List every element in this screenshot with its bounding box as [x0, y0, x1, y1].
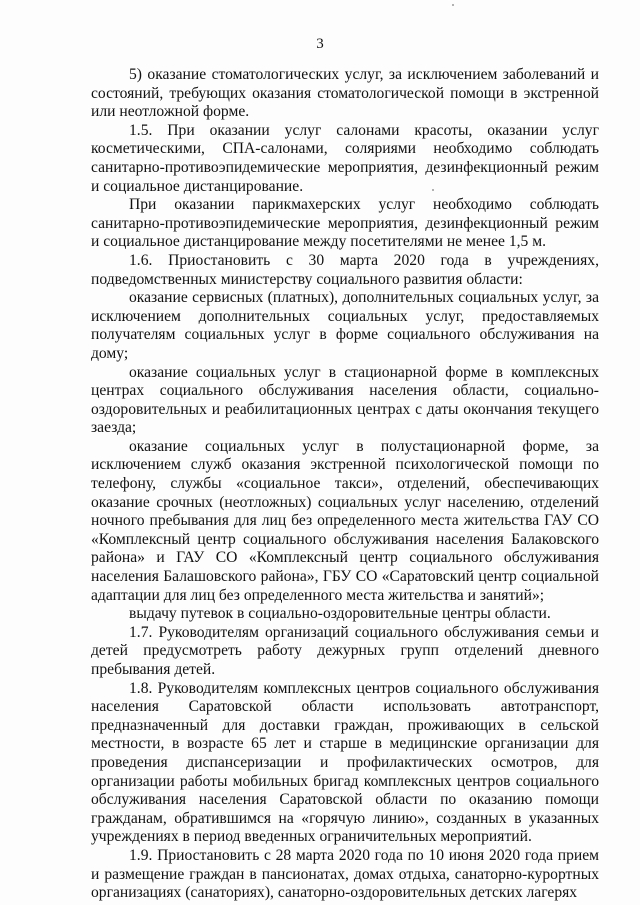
paragraph-1-5: 1.5. При оказании услуг салонами красоты, оказании услуг косметическими, СПА-салонами, соляриями необходимо соблюдать санитарно-противоэпидемические мероприятия, дезинфекционный режим и социальное дистанцирование.: [91, 121, 599, 195]
paragraph-vouchers: выдачу путевок в социально-оздоровительные центры области.: [129, 605, 551, 623]
paragraph-1-6: 1.6. Приостановить с 30 марта 2020 года в учреждениях, подведомственных министерству социального развития области:: [91, 251, 599, 288]
paragraph-1-7: 1.7. Руководителям организаций социального обслуживания семьи и детей предусмотреть работу дежурных групп отделений дневного пребывания детей.: [91, 623, 599, 678]
scan-speck: [432, 189, 434, 191]
paragraph-hairdressing: При оказании парикмахерских услуг необходимо соблюдать санитарно-противоэпидемические мероприятия, дезинфекционный режим и социальное дистанцирование между посетителями не менее 1,5 м.: [91, 196, 599, 251]
paragraph-item-5: 5) оказание стоматологических услуг, за исключением заболеваний и состояний, требующих оказания стоматологической помощи в экстренной или неотложной форме.: [91, 66, 599, 121]
page-number: 3: [316, 36, 324, 52]
paragraph-paid-services: оказание сервисных (платных), дополнительных социальных услуг, за исключением дополнительных социальных услуг, предоставляемых получателям социальных услуг в форме социального обслуживания на дому;: [91, 289, 599, 362]
document-body: [91, 66, 599, 903]
paragraph-1-8: 1.8. Руководителям комплексных центров социального обслуживания населения Саратовской области использовать автотранспорт, предназначенный для доставки граждан, проживающих в сельской местности, в возрасте 65 лет и старше в медицинские организации для проведения диспансеризации и профилактических осмотров, для организации работы мобильных бригад комплексных центров социального обслуживания населения Саратовской области по оказанию помощи гражданам, обратившимся на «горячую линию», созданных в указанных учреждениях в период введенных ограничительных мероприятий.: [91, 679, 599, 846]
paragraph-stationary-services: оказание социальных услуг в стационарной форме в комплексных центрах социального обслуживания населения области, социально-оздоровительных и реабилитационных центрах с даты окончания текущего заезда;: [91, 363, 599, 437]
paragraph-semi-stationary-services: оказание социальных услуг в полустационарной форме, за исключением служб оказания экстренной психологической помощи по телефону, службы «социальное такси», отделений, обеспечивающих оказание срочных (неотложных) социальных услуг населению, отделений ночного пребывания для лиц без определенного места жительства ГАУ СО «Комплексный центр социального обслуживания населения Балаковского района» и ГАУ СО «Комплексный центр социального обслуживания населения Балашовского района», ГБУ СО «Саратовский центр социальной адаптации для лиц без определенного места жительства и занятий»;: [91, 437, 599, 604]
scan-speck: [452, 4, 454, 6]
paragraph-1-9: 1.9. Приостановить с 28 марта 2020 года по 10 июня 2020 года прием и размещение граждан в пансионатах, домах отдыха, санаторно-курортных организациях (санаториях), санаторно-оздоровительных детских лагерях: [91, 846, 599, 902]
